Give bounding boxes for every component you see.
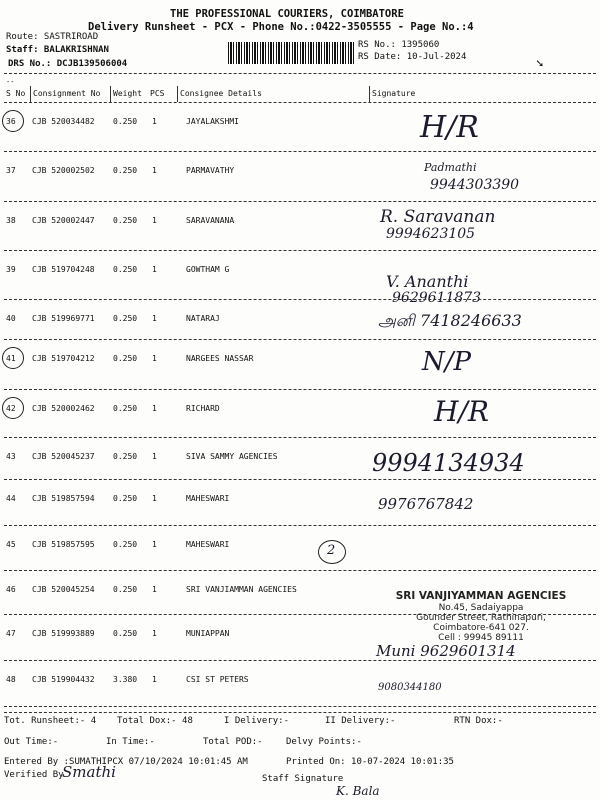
runsheet-subtitle: Delivery Runsheet - PCX - Phone No.:0422-3505555 - Page No.:4 [88, 21, 474, 33]
row-pcs: 1 [152, 117, 157, 126]
row-consignee: MAHESWARI [186, 494, 230, 503]
row-consignment: CJB 519904432 [32, 675, 95, 684]
pen-mark: ➘ [536, 56, 544, 70]
row-consignee: RICHARD [186, 404, 220, 413]
col-rule [110, 86, 111, 102]
row-pcs: 1 [152, 452, 157, 461]
row-sno: 45 [6, 540, 16, 549]
row-divider [4, 570, 596, 571]
total-pod: Total POD:- [203, 737, 263, 747]
row-signature: அனி 7418246633 [378, 311, 522, 330]
row-weight: 0.250 [113, 314, 138, 323]
row-sno: 36 [6, 117, 16, 126]
verified-signature: Smathi [62, 763, 116, 781]
row-circle-mark [2, 397, 24, 419]
row-sno: 42 [6, 404, 16, 413]
row-sno: 44 [6, 494, 16, 503]
row-pcs: 1 [152, 585, 157, 594]
row-sno: 48 [6, 675, 16, 684]
row-consignee: MAHESWARI [186, 540, 230, 549]
stamp-line4: Cell : 99945 89111 [438, 633, 524, 643]
staff-signature: K. Bala [336, 784, 380, 798]
row-pcs: 1 [152, 265, 157, 274]
delvy-points: Delvy Points:- [286, 737, 362, 747]
row-sno: 37 [6, 166, 16, 175]
ii-delivery: II Delivery:- [325, 716, 396, 726]
row-pcs: 1 [152, 404, 157, 413]
company-stamp [370, 590, 592, 643]
in-time: In Time:- [106, 737, 155, 747]
row-consignee: SIVA SAMMY AGENCIES [186, 452, 278, 461]
row-sno: 40 [6, 314, 16, 323]
row-signature: V. Ananthi [386, 272, 469, 291]
staff-signature-label: Staff Signature [262, 774, 344, 784]
col-rule [30, 86, 31, 102]
row-divider [4, 151, 596, 152]
rtn-dox: RTN Dox:- [454, 716, 503, 726]
row-consignment: CJB 519993889 [32, 629, 95, 638]
header-divider [4, 73, 596, 74]
row-signature: R. Saravanan [380, 207, 496, 227]
row-consignment: CJB 520002462 [32, 404, 95, 413]
col-sno: S No [6, 89, 26, 98]
row-weight: 0.250 [113, 540, 138, 549]
printed-on: Printed On: 10-07-2024 10:01:35 [286, 757, 454, 767]
row-pcs: 1 [152, 354, 157, 363]
footer-divider [4, 712, 596, 713]
row-divider [4, 706, 596, 707]
stamp-name: SRI VANJIYAMMAN AGENCIES [395, 590, 567, 602]
row-signature: 9976767842 [378, 495, 474, 513]
row-sno: 38 [6, 216, 16, 225]
row-pcs: 1 [152, 166, 157, 175]
row-weight: 0.250 [113, 629, 138, 638]
col-rule [369, 86, 370, 102]
row-sno: 46 [6, 585, 16, 594]
row-consignment: CJB 520045237 [32, 452, 95, 461]
row-weight: 0.250 [113, 452, 138, 461]
stamp-line2: Gounder Street, Rathinapuri, [416, 613, 546, 623]
staff-label: Staff: BALAKRISHNAN [6, 45, 109, 55]
row-signature: H/R [434, 395, 489, 428]
row-signature-phone: 9629611873 [392, 290, 482, 306]
route-label: Route: SASTRIROAD [6, 32, 99, 42]
row-signature: 9080344180 [378, 682, 442, 693]
row-circle-mark [2, 110, 24, 132]
row-consignee: MUNIAPPAN [186, 629, 230, 638]
page-title: THE PROFESSIONAL COURIERS, COIMBATORE [170, 8, 404, 20]
row-consignee: NARGEES NASSAR [186, 354, 254, 363]
row-pcs: 1 [152, 629, 157, 638]
row-consignee: SARAVANANA [186, 216, 235, 225]
row-consignment: CJB 520045254 [32, 585, 95, 594]
row-divider [4, 479, 596, 480]
row-circle-mark [2, 347, 24, 369]
row-weight: 0.250 [113, 354, 138, 363]
row-consignment: CJB 519704248 [32, 265, 95, 274]
row-weight: 0.250 [113, 585, 138, 594]
row-pcs: 1 [152, 675, 157, 684]
row-pcs: 1 [152, 216, 157, 225]
row-consignee: NATARAJ [186, 314, 220, 323]
out-time: Out Time:- [4, 737, 59, 747]
row-pcs: 1 [152, 314, 157, 323]
row-sno: 39 [6, 265, 16, 274]
stamp-line1: No.45, Sadaiyappa [438, 603, 524, 613]
col-rule [177, 86, 178, 102]
header-marker: -- [6, 78, 15, 86]
row-signature: 9994134934 [372, 449, 525, 477]
col-signature: Signature [372, 89, 416, 98]
row-consignment: CJB 519857595 [32, 540, 95, 549]
row-weight: 0.250 [113, 494, 138, 503]
tot-runsheet: Tot. Runsheet:- 4 [4, 716, 97, 726]
row-consignment: CJB 519857594 [32, 494, 95, 503]
col-pcs: PCS [150, 89, 165, 98]
row-consignment: CJB 520002502 [32, 166, 95, 175]
row-weight: 3.380 [113, 675, 138, 684]
circled-mark-digit: 2 [327, 543, 336, 558]
total-dox: Total Dox:- 48 [117, 716, 193, 726]
stamp-line3: Coimbatore-641 027. [433, 623, 529, 633]
rs-number: RS No.: 1395060 [358, 40, 440, 50]
row-consignee: SRI VANJIAMMAN AGENCIES [186, 585, 297, 594]
row-consignee: CSI ST PETERS [186, 675, 249, 684]
row-signature: H/R [420, 110, 479, 145]
col-consignment: Consignment No [33, 89, 101, 98]
entered-by: Entered By :SUMATHIPCX 07/10/2024 10:01:45 AM [4, 757, 248, 767]
row-weight: 0.250 [113, 117, 138, 126]
row-divider [4, 250, 596, 251]
row-signature-phone: 9994623105 [386, 226, 476, 242]
drs-number: DRS No.: DCJB139506004 [8, 59, 128, 69]
row-sno: 47 [6, 629, 16, 638]
row-divider [4, 389, 596, 390]
row-weight: 0.250 [113, 265, 138, 274]
row-divider [4, 525, 596, 526]
col-consignee: Consignee Details [180, 89, 262, 98]
barcode [228, 42, 354, 64]
row-signature-phone: 9944303390 [430, 177, 520, 193]
row-pcs: 1 [152, 494, 157, 503]
row-consignee: PARMAVATHY [186, 166, 235, 175]
table-header-divider [4, 102, 596, 103]
col-weight: Weight [113, 89, 142, 98]
row-consignment: CJB 519969771 [32, 314, 95, 323]
verified-by: Verified By [4, 770, 64, 780]
row-divider [4, 339, 596, 340]
row-sno: 41 [6, 354, 16, 363]
row-weight: 0.250 [113, 166, 138, 175]
row-weight: 0.250 [113, 404, 138, 413]
row-pcs: 1 [152, 540, 157, 549]
row-weight: 0.250 [113, 216, 138, 225]
row-divider [4, 660, 596, 661]
row-divider [4, 437, 596, 438]
row-consignment: CJB 519704212 [32, 354, 95, 363]
row-sno: 43 [6, 452, 16, 461]
rs-date: RS Date: 10-Jul-2024 [358, 52, 467, 62]
i-delivery: I Delivery:- [224, 716, 290, 726]
row-divider [4, 299, 596, 300]
row-divider [4, 201, 596, 202]
row-consignment: CJB 520002447 [32, 216, 95, 225]
row-consignment: CJB 520034482 [32, 117, 95, 126]
row-signature: N/P [422, 347, 472, 377]
row-signature: Muni 9629601314 [376, 642, 516, 660]
row-consignee: JAYALAKSHMI [186, 117, 239, 126]
row-consignee: GOWTHAM G [186, 265, 230, 274]
row-signature: Padmathi [424, 161, 477, 174]
